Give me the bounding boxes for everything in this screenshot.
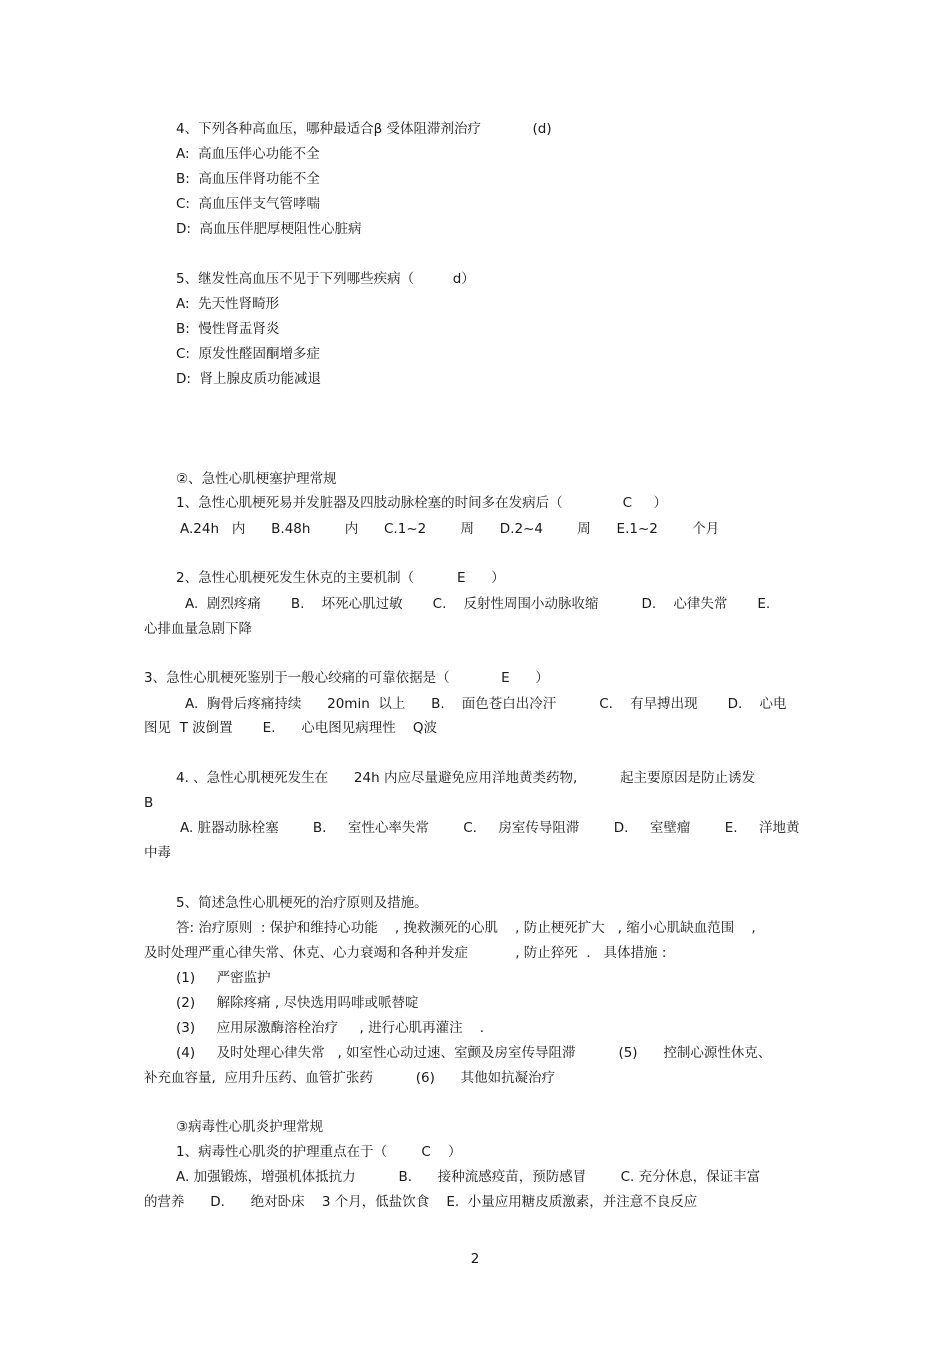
measure-item: (1) 严密监护 xyxy=(176,970,271,986)
option-text: 中毒 xyxy=(144,845,171,861)
question-text: B xyxy=(144,795,154,811)
answer-text: 及时处理严重心律失常、休克、心力衰竭和各种并发症 , 防止猝死 . 具体措施 : xyxy=(144,945,667,961)
option-text: C: 原发性醛固酮增多症 xyxy=(176,346,321,362)
measure-item: (4) 及时处理心律失常 , 如室性心动过速、室颤及房室传导阻滞 (5) 控制心源性休克、 xyxy=(176,1045,772,1061)
question-text: 1、病毒性心肌炎的护理重点在于（ C ） xyxy=(176,1144,462,1160)
question-text: 2、急性心肌梗死发生休克的主要机制（ E ） xyxy=(176,570,505,586)
option-text: A. 剧烈疼痛 B. 坏死心肌过敏 C. 反射性周围小动脉收缩 D. 心律失常 E. xyxy=(185,596,771,612)
question-text: 5、简述急性心肌梗死的治疗原则及措施。 xyxy=(176,895,428,911)
measure-item: 补充血容量, 应用升压药、血管扩张药 (6) 其他如抗凝治疗 xyxy=(144,1070,556,1086)
question-text: 3、急性心肌梗死鉴别于一般心绞痛的可靠依据是（ E ） xyxy=(144,670,549,686)
option-text: A.24h 内 B.48h 内 C.1~2 周 D.2~4 周 E.1~2 个月 xyxy=(180,521,720,537)
option-text: A. 脏器动脉栓塞 B. 室性心率失常 C. 房室传导阻滞 D. 室壁瘤 E. 洋地黄 xyxy=(180,820,800,836)
option-text: D: 高血压伴肥厚梗阻性心脏病 xyxy=(176,221,362,237)
option-text: A. 加强锻炼，增强机体抵抗力 B. 接种流感疫苗，预防感冒 C. 充分休息，保证丰富 xyxy=(176,1169,761,1185)
question-text: 5、继发性高血压不见于下列哪些疾病（ d） xyxy=(176,271,475,287)
question-text: 1、急性心肌梗死易并发脏器及四肢动脉栓塞的时间多在发病后（ C ） xyxy=(176,495,668,511)
question-text: 4. 、急性心肌梗死发生在 24h 内应尽量避免应用洋地黄类药物, 起主要原因是防止诱发 xyxy=(176,770,756,786)
question-text: 4、下列各种高血压，哪种最适合β 受体阻滞剂治疗 (d) xyxy=(176,121,552,137)
option-text: 心排血量急剧下降 xyxy=(144,621,252,637)
page-number: 2 xyxy=(470,1251,480,1267)
section-heading: ③病毒性心肌炎护理常规 xyxy=(176,1119,324,1135)
option-text: A: 高血压伴心功能不全 xyxy=(176,146,320,162)
option-text: B: 高血压伴肾功能不全 xyxy=(176,171,320,187)
option-text: B: 慢性肾盂肾炎 xyxy=(176,321,280,337)
measure-item: (3) 应用尿激酶溶栓治疗 , 进行心肌再灌注 . xyxy=(176,1020,485,1036)
option-text: C: 高血压伴支气管哮喘 xyxy=(176,196,321,212)
option-text: 图见 T 波倒置 E. 心电图见病理性 Q波 xyxy=(144,720,438,736)
option-text: 的营养 D. 绝对卧床 3 个月，低盐饮食 E. 小量应用糖皮质激素，并注意不良反应 xyxy=(144,1194,698,1210)
section-heading: ②、急性心肌梗塞护理常规 xyxy=(176,471,337,487)
option-text: A: 先天性肾畸形 xyxy=(176,296,280,312)
option-text: D: 肾上腺皮质功能减退 xyxy=(176,371,322,387)
option-text: A. 胸骨后疼痛持续 20min 以上 B. 面色苍白出冷汗 C. 有早搏出现 D. 心电 xyxy=(185,696,787,712)
answer-text: 答: 治疗原则 : 保护和维持心功能 , 挽救濒死的心肌 , 防止梗死扩大 , 缩小心肌缺血范围 , xyxy=(176,920,756,936)
measure-item: (2) 解除疼痛 , 尽快选用吗啡或哌替啶 xyxy=(176,995,419,1011)
